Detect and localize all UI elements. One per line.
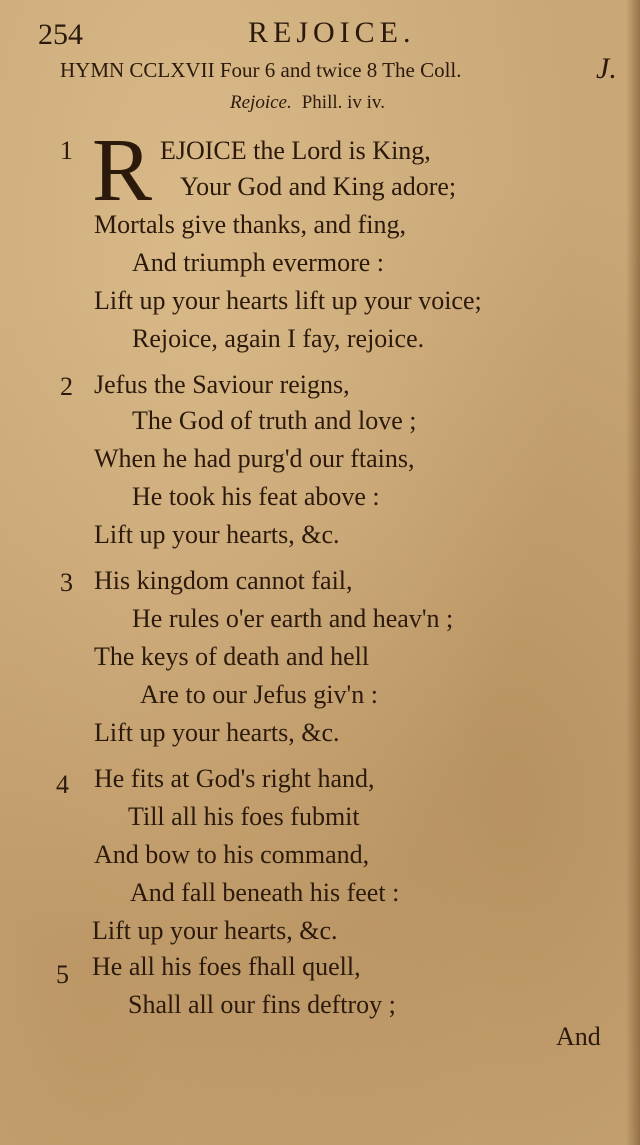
verse-line: Jefus the Saviour reigns, (94, 370, 350, 399)
verse-line: Lift up your hearts, &c. (94, 520, 340, 549)
hymn-subheading (230, 92, 385, 114)
verse-line: Rejoice, again I fay, rejoice. (132, 324, 425, 353)
verse-line: Your God and King adore; (180, 172, 457, 201)
subheading-reference: Phill. iv iv. (301, 92, 385, 113)
verse-line: Are to our Jefus giv'n : (140, 680, 378, 709)
page-edge-shadow (626, 0, 640, 1145)
verse-line: He fits at God's right hand, (94, 764, 375, 793)
verse-line: Shall all our fins deftroy ; (128, 990, 396, 1019)
verse-line: And triumph evermore : (132, 248, 384, 277)
verse-line: And fall beneath his feet : (130, 878, 400, 907)
verse-line: He rules o'er earth and heav'n ; (132, 604, 454, 633)
verse-line: He all his foes fhall quell, (92, 952, 361, 981)
verse-line: The keys of death and hell (94, 642, 370, 671)
verse-number: 1 (60, 136, 73, 165)
verse-line: He took his feat above : (132, 482, 380, 511)
verse-line: Mortals give thanks, and fing, (94, 210, 406, 239)
running-title: REJOICE. (248, 16, 416, 49)
signature-mark: J. (596, 52, 617, 85)
verse-line: His kingdom cannot fail, (94, 566, 353, 595)
catchword: And (556, 1022, 601, 1051)
verse-line: Till all his foes fubmit (128, 802, 360, 831)
verse-line: The God of truth and love ; (132, 406, 417, 435)
hymn-heading: HYMN CCLXVII Four 6 and twice 8 The Coll. (60, 58, 462, 82)
verse-line: Lift up your hearts, &c. (92, 916, 338, 945)
verse-line: And bow to his command, (94, 840, 370, 869)
verse-line: When he had purg'd our ftains, (94, 444, 415, 473)
verse-number: 5 (56, 960, 69, 989)
verse-line: Lift up your hearts, &c. (94, 718, 340, 747)
verse-number: 2 (60, 372, 73, 401)
subheading-title: Rejoice. (230, 92, 292, 113)
verse-line: EJOICE the Lord is King, (160, 136, 431, 165)
page-number: 254 (38, 18, 83, 51)
drop-cap: R (92, 121, 153, 220)
verse-number: 3 (60, 568, 73, 597)
verse-number: 4 (56, 770, 69, 799)
verse-line: Lift up your hearts lift up your voice; (94, 286, 482, 315)
